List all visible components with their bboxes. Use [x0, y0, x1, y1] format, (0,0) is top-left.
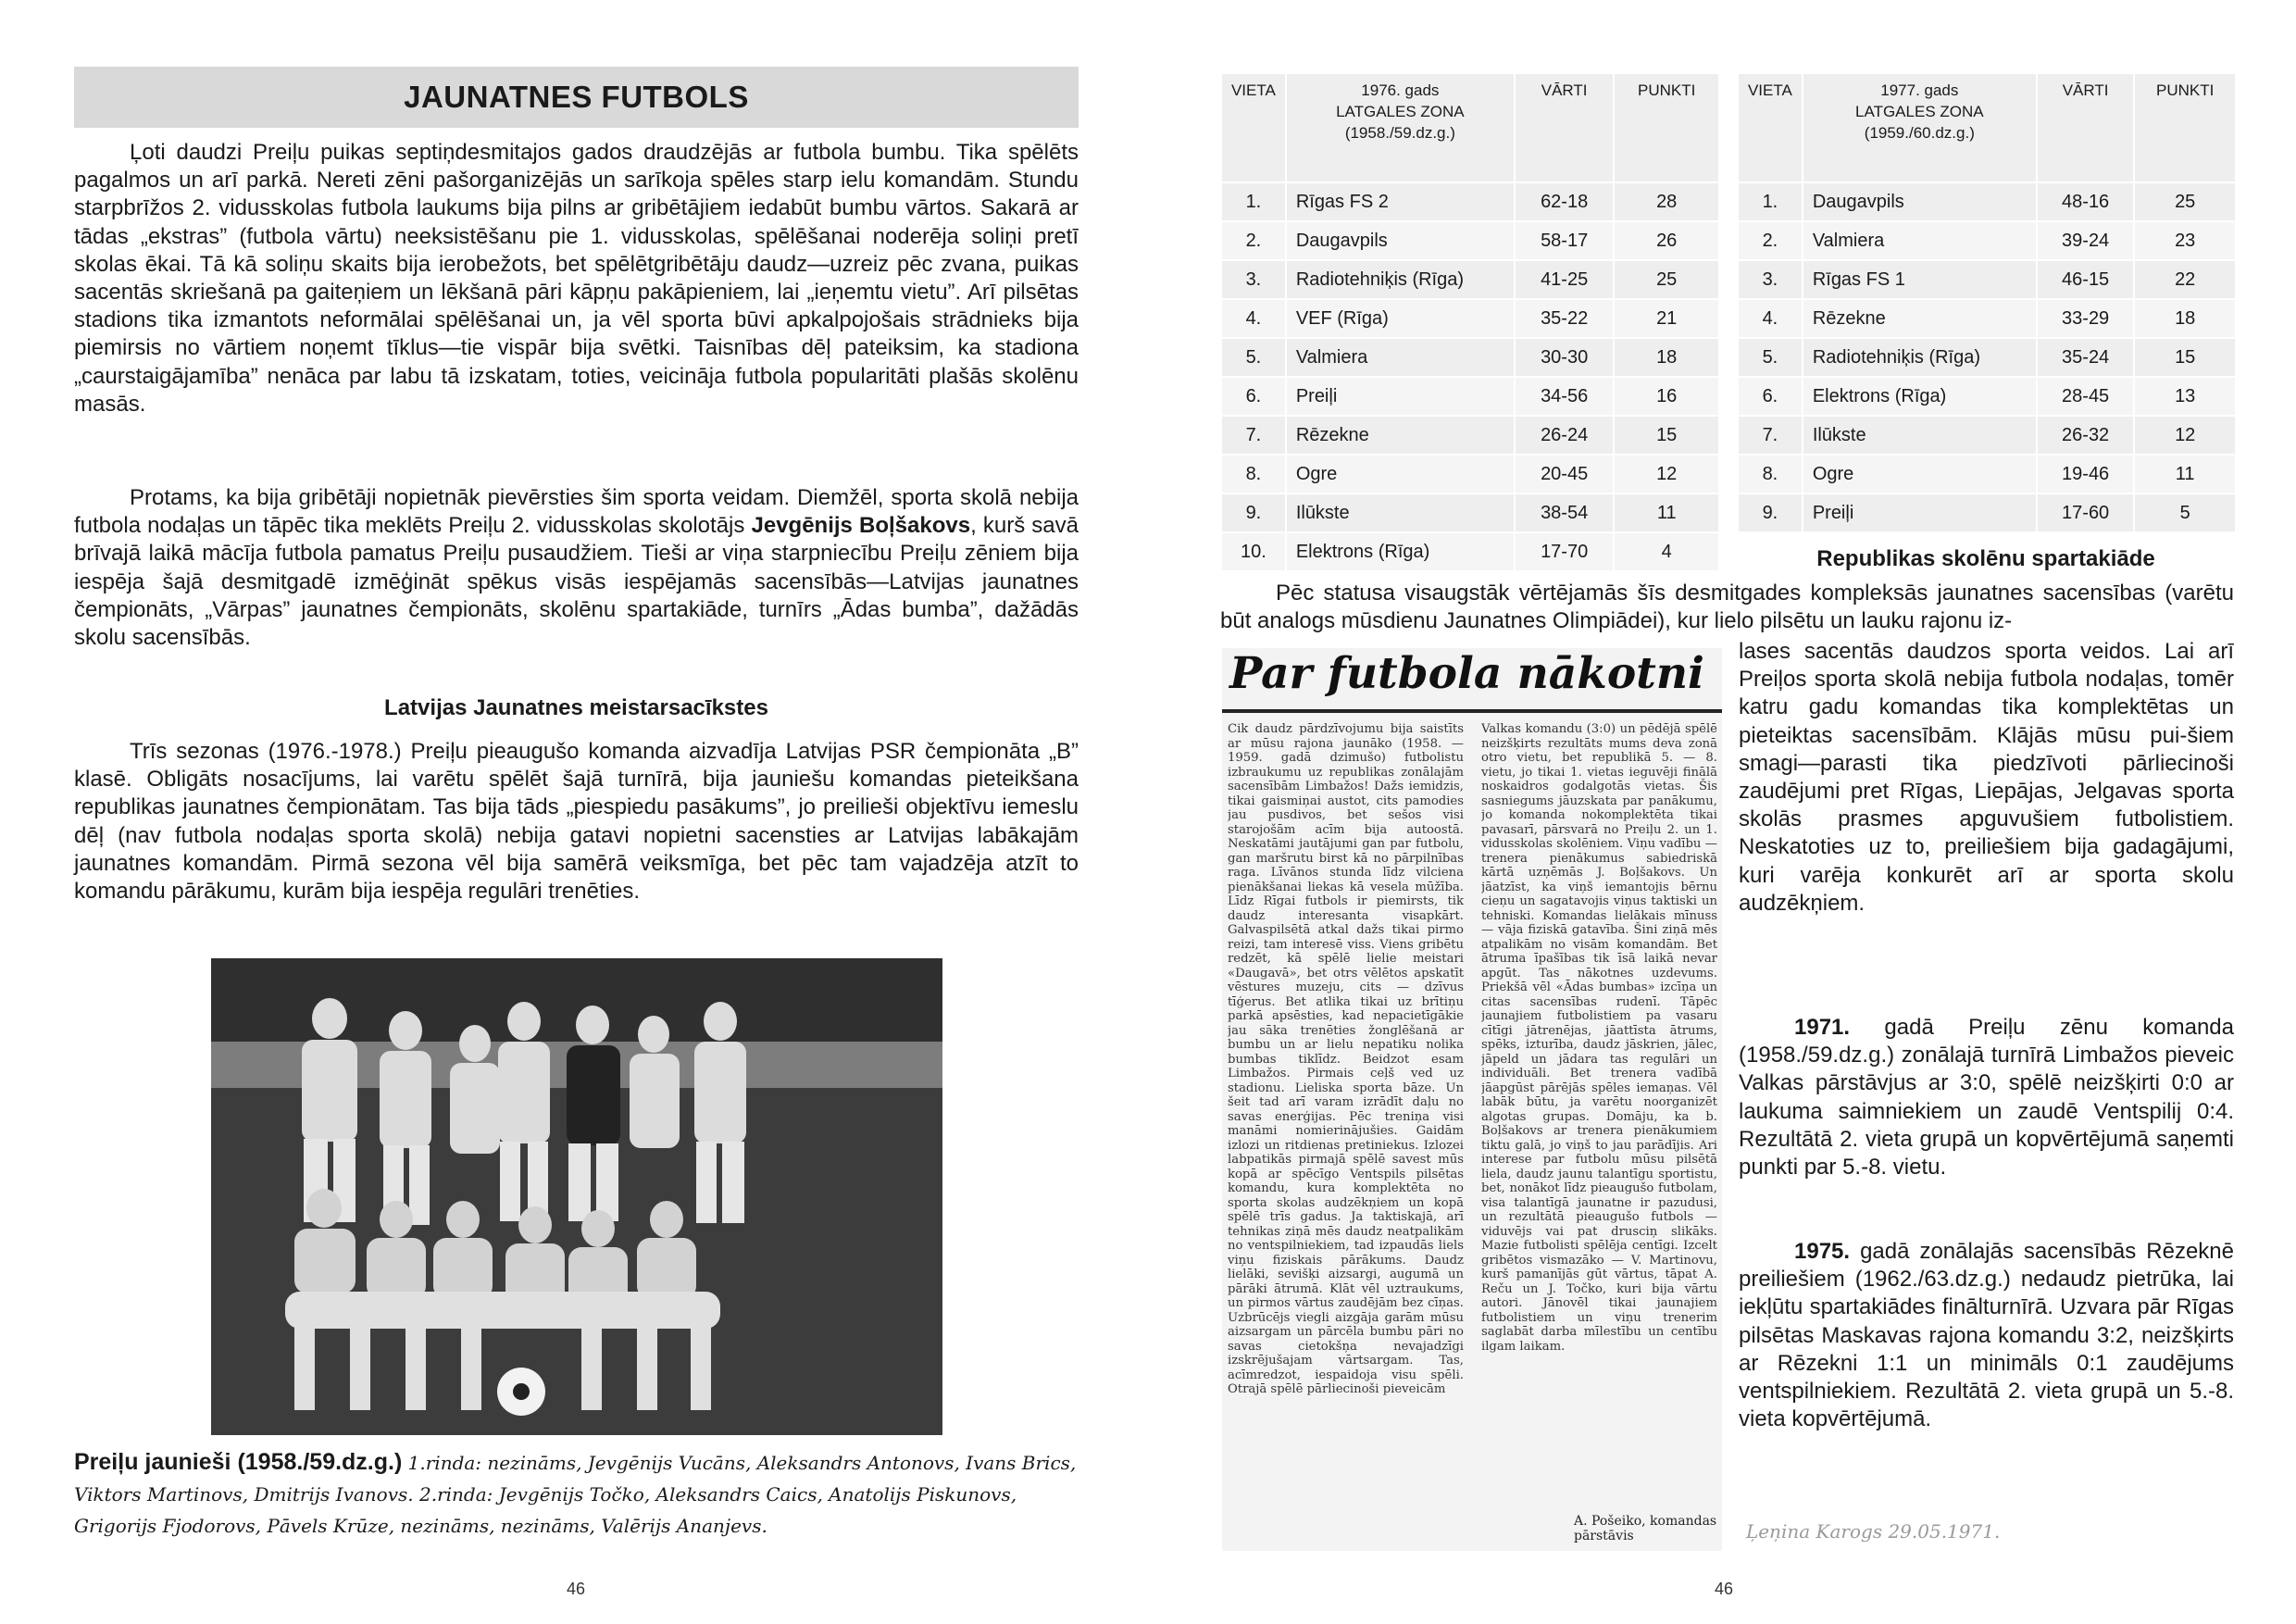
table-row	[1221, 182, 1719, 221]
page-number-right: 46	[1715, 1580, 1734, 1598]
table-row	[1738, 221, 2236, 260]
table-row	[1221, 260, 1719, 299]
cell-place: 1.	[1221, 182, 1286, 221]
table-1976	[1220, 72, 1720, 572]
table-row	[1738, 455, 2236, 493]
cell-place: 5.	[1738, 338, 1803, 377]
table-row	[1738, 493, 2236, 532]
cell-points: 18	[2134, 299, 2236, 338]
cell-team: Valmiera	[1286, 338, 1515, 377]
cell-place: 7.	[1221, 416, 1286, 455]
clipping-headline: Par futbola nākotni	[1229, 648, 1704, 699]
newspaper-clipping	[1222, 648, 1722, 1551]
cell-goals: 33-29	[2037, 299, 2135, 338]
table-row	[1738, 299, 2236, 338]
table-row	[1738, 377, 2236, 416]
year-1971: 1971.	[1794, 1015, 1851, 1040]
cell-place: 3.	[1738, 260, 1803, 299]
cell-goals: 17-70	[1515, 532, 1615, 571]
t1977-head-points: PUNKTI	[2134, 73, 2236, 182]
cell-team: Preiļi	[1803, 493, 2037, 532]
t1976-head-points: PUNKTI	[1614, 73, 1719, 182]
subhead-spartakiade: Republikas skolēnu spartakiāde	[1816, 546, 2155, 571]
t1976-body	[1221, 182, 1719, 571]
cell-points: 11	[2134, 455, 2236, 493]
cell-place: 6.	[1738, 377, 1803, 416]
cell-place: 9.	[1738, 493, 1803, 532]
table-row	[1738, 260, 2236, 299]
t1977-title-1: 1977. gads	[1880, 81, 1959, 99]
table-row	[1221, 532, 1719, 571]
t1977-body	[1738, 182, 2236, 532]
t1977-head-goals: VĀRTI	[2037, 73, 2135, 182]
cell-place: 4.	[1738, 299, 1803, 338]
title-bar	[74, 67, 1079, 128]
paragraph-1971-text: gadā Preiļu zēnu komanda (1958./59.dz.g.) zonālajā turnīrā Limbažos pieveic Valkas pārstāvjus ar 3:0, spēlē neizšķirti 0:0 ar laukuma saimniekiem un zaudē Ventspilij 0:4. Rezultātā 2. vieta grupā un kopvērtējumā saņemti punkti par 5.-8. vietu.	[1739, 1015, 2234, 1181]
t1977-title-2: LATGALES ZONA	[1855, 103, 1984, 120]
cell-goals: 34-56	[1515, 377, 1615, 416]
cell-place: 7.	[1738, 416, 1803, 455]
t1976-title-1: 1976. gads	[1361, 81, 1440, 99]
cell-place: 2.	[1738, 221, 1803, 260]
cell-goals: 39-24	[2037, 221, 2135, 260]
t1977-head-title	[1803, 73, 2037, 182]
cell-team: Ogre	[1286, 455, 1515, 493]
cell-points: 15	[2134, 338, 2236, 377]
t1976-title-2: LATGALES ZONA	[1336, 103, 1465, 120]
cell-goals: 62-18	[1515, 182, 1615, 221]
table-row	[1738, 416, 2236, 455]
cell-team: VEF (Rīga)	[1286, 299, 1515, 338]
t1977-head-place: VIETA	[1738, 73, 1803, 182]
clipping-source: Ļeņina Karogs 29.05.1971.	[1746, 1520, 2001, 1543]
table-row	[1221, 416, 1719, 455]
cell-team: Ilūkste	[1803, 416, 2037, 455]
t1976-head-goals: VĀRTI	[1515, 73, 1615, 182]
cell-goals: 20-45	[1515, 455, 1615, 493]
paragraph-1975-text: gadā zonālajās sacensībās Rēzeknē preiliešiem (1962./63.dz.g.) nedaudz pietrūka, lai iekļūtu spartakiādes finālturnīrā. Uzvara pār Rīgas pilsētas Maskavas rajona komandu 3:2, neizšķirts ar Rēzekni 1:1 un minimāls 0:1 zaudējums ventspilniekiem. Rezultātā 2. vieta grupā un 5.-8. vieta kopvērtējumā.	[1739, 1239, 2234, 1432]
photo-caption	[74, 1446, 1079, 1542]
cell-team: Rēzekne	[1286, 416, 1515, 455]
paragraph-seasons: Trīs sezonas (1976.-1978.) Preiļu pieaugušo komanda aizvadīja Latvijas PSR čempionāta „B” klasē. Obligāts nosacījums, lai varētu spēlēt šajā turnīrā, bija jauniešu komandas pieteikšana republikas jaunatnes čempionātam. Tas bija tāds „piespiedu pasākums”, jo preilieši objektīvu iemeslu dēļ (nav futbola nodaļas sporta skolā) nebija gatavi nopietni sacensties ar Latvijas labākajām jaunatnes komandām. Pirmā sezona vēl bija samērā veiksmīga, bet pēc tam vajadzēja atzīt to komandu pārākumu, kurām bija iespēja regulāri trenēties.	[74, 739, 1079, 905]
cell-points: 13	[2134, 377, 2236, 416]
cell-team: Preiļi	[1286, 377, 1515, 416]
clipping-rule	[1222, 709, 1722, 713]
cell-goals: 26-32	[2037, 416, 2135, 455]
paragraph-1975	[1739, 1238, 2234, 1433]
cell-points: 5	[2134, 493, 2236, 532]
cell-place: 4.	[1221, 299, 1286, 338]
table-1977	[1737, 72, 2237, 533]
cell-points: 21	[1614, 299, 1719, 338]
cell-points: 22	[2134, 260, 2236, 299]
cell-team: Ilūkste	[1286, 493, 1515, 532]
clipping-column-2: Valkas komandu (3:0) un pēdējā spēlē neizšķirts rezultāts mums deva zonā otro vietu, bet republikā 5. — 8. vietu, jo tikai 1. vietas ieguvēji finālā noskaidros godalgotās vietas. Šis sasniegums jāuzskata par panākumu, jo komanda nokomplektēta tikai pavasarī, pārsvarā no Preiļu 2. un 1. vidusskolas skolēniem. Viņu vadību — trenera pienākumus sabiedriskā kārtā uzņēmās J. Boļšakovs. Un jāatzīst, ka viņš iemantojis bērnu cieņu un sagatavojis viņus taktiski un tehniski. Komandas lielākais mīnuss — vāja fiziskā gatavība. Šini ziņā mēs atpalikām no visām komandām. Bet ātruma īpašības tik īsā laikā nevar apgūt. Tas nākotnes uzdevums. Priekšā vēl «Ādas bumbas» izcīņa un citas sacensības rudenī. Tāpēc jaunajiem futbolistiem pa vasaru cītīgi jātrenējas, jāattīsta ātrums, spēks, izturība, daudz jāskrien, jālec, jāpeld un jādara tas regulāri un individuāli. Bet trenera vadībā jāapgūst pārējās spēles iemaņas. Vēl labāk būtu, ja varētu noorganizēt algotas grupas. Domāju, ka b. Boļšakovs ar trenera pienākumiem tiktu galā, jo viņš to jau parādījis. Ari interese par futbolu mūsu pilsētā liela, daudz jaunu talantīgu sportistu, bet, nonākot līdz pieaugušo futbolam, visa talantīgā jaunatne ir pazudusi, un rezultātā pieaugušo futbols — viduvējs vai pat drusciņ slikāks. Mazie futbolisti spēlēja centīgi. Izcelt gribētos vismazāko — V. Martinovu, kurš pamanījās gūt vārtus, tāpat A. Reču un J. Točko, kuri bija vārtu autori. Jānovēl tikai jaunajiem futbolistiem un viņu trenerim saglabāt darba mīlestību un centību ilgam laikam.	[1481, 722, 1717, 1354]
cell-points: 12	[2134, 416, 2236, 455]
cell-points: 12	[1614, 455, 1719, 493]
t1976-head-place: VIETA	[1221, 73, 1286, 182]
cell-goals: 19-46	[2037, 455, 2135, 493]
coach-name: Jevgēnijs Boļšakovs	[751, 513, 971, 539]
cell-points: 25	[1614, 260, 1719, 299]
table-row	[1221, 377, 1719, 416]
cell-place: 10.	[1221, 532, 1286, 571]
cell-team: Ogre	[1803, 455, 2037, 493]
cell-goals: 30-30	[1515, 338, 1615, 377]
cell-goals: 46-15	[2037, 260, 2135, 299]
year-1975: 1975.	[1794, 1239, 1851, 1264]
cell-points: 11	[1614, 493, 1719, 532]
cell-goals: 35-24	[2037, 338, 2135, 377]
cell-points: 28	[1614, 182, 1719, 221]
cell-goals: 41-25	[1515, 260, 1615, 299]
paragraph-spartakiade-top: Pēc statusa visaugstāk vērtējamās šīs desmitgades kompleksās jaunatnes sacensības (varētu būt analogs mūsdienu Jaunatnes Olimpiādei), kur lielo pilsētu un lauku rajonu iz-	[1220, 581, 2234, 634]
cell-goals: 35-22	[1515, 299, 1615, 338]
cell-goals: 48-16	[2037, 182, 2135, 221]
table-row	[1221, 455, 1719, 493]
cell-points: 18	[1614, 338, 1719, 377]
table-row	[1738, 338, 2236, 377]
cell-points: 26	[1614, 221, 1719, 260]
paragraph-coach-b: , kurš savā brīvajā laikā mācīja futbola pamatus Preiļu pusaudžiem. Tieši ar viņa starpniecību Preiļu zēniem bija iespēja šajā desmitgadē izmēģināt spēkus visās iespējamās sacensībās—Latvijas jaunatnes čempionāts, „Vārpas” jaunatnes čempionāts, skolēnu spartakiāde, turnīrs „Ādas bumba”, dažādās skolu sacensībās.	[74, 513, 1079, 651]
cell-goals: 28-45	[2037, 377, 2135, 416]
cell-place: 8.	[1738, 455, 1803, 493]
cell-goals: 38-54	[1515, 493, 1615, 532]
cell-team: Rēzekne	[1803, 299, 2037, 338]
cell-points: 16	[1614, 377, 1719, 416]
table-row	[1221, 338, 1719, 377]
paragraph-coach-a: Protams, ka bija gribētāji nopietnāk pievērsties šim sporta veidam. Diemžēl, sporta skolā nebija futbola nodaļas un tāpēc tika meklēts Preiļu 2. vidusskolas skolotājs	[74, 485, 1079, 539]
table-row	[1221, 299, 1719, 338]
cell-team: Valmiera	[1803, 221, 2037, 260]
caption-names: 1.rinda: nezināms, Jevgēnijs Vucāns, Aleksandrs Antonovs, Ivans Brics, Viktors Martinovs, Dmitrijs Ivanovs. 2.rinda: Jevgēnijs Točko, Aleksandrs Caics, Anatolijs Piskunovs, Grigorijs Fjodorovs, Pāvels Krūze, nezināms, nezināms, Valērijs Ananjevs.	[74, 1452, 1077, 1537]
cell-goals: 26-24	[1515, 416, 1615, 455]
cell-points: 4	[1614, 532, 1719, 571]
cell-team: Rīgas FS 1	[1803, 260, 2037, 299]
clipping-signature: A. Pošeiko, komandas pārstāvis	[1574, 1514, 1717, 1543]
cell-team: Radiotehniķis (Rīga)	[1803, 338, 2037, 377]
cell-place: 5.	[1221, 338, 1286, 377]
team-photo	[211, 958, 942, 1435]
table-row	[1221, 221, 1719, 260]
cell-place: 3.	[1221, 260, 1286, 299]
cell-place: 2.	[1221, 221, 1286, 260]
cell-place: 9.	[1221, 493, 1286, 532]
page-title: JAUNATNES FUTBOLS	[404, 80, 749, 114]
page-number-left: 46	[567, 1580, 586, 1598]
cell-place: 8.	[1221, 455, 1286, 493]
cell-place: 1.	[1738, 182, 1803, 221]
cell-team: Daugavpils	[1286, 221, 1515, 260]
cell-team: Radiotehniķis (Rīga)	[1286, 260, 1515, 299]
t1976-title-3: (1958./59.dz.g.)	[1344, 124, 1455, 142]
cell-goals: 17-60	[2037, 493, 2135, 532]
paragraph-spartakiade-rest: lases sacentās daudzos sporta veidos. Lai arī Preiļos sporta skolā nebija futbola nodaļas, tomēr katru gadu komandas tika komplektētas un pieteiktas sacensībām. Klājās mūsu pui-šiem smagi—parasti tika piedzīvoti pārliecinoši zaudējumi pret Rīgas, Liepājas, Jelgavas sporta skolās prasmes apguvušiem futbolistiem. Neskatoties uz to, preiliešiem bija gadagājumi, kuri varēja konkurēt arī ar sporta skolu audzēkņiem.	[1739, 639, 2234, 916]
paragraph-intro: Ļoti daudzi Preiļu puikas septiņdesmitajos gados draudzējās ar futbola bumbu. Tika spēlēts pagalmos un arī parkā. Nereti zēni pašorganizējās un sarīkoja spēles starp ielu komandām. Stundu starpbrīžos 2. vidusskolas futbola laukums bija pilns ar gribētājiem iedabūt bumbu vārtos. Sakarā ar tādas „ekstras” (futbola vārtu) neeksistēšanu pie 1. vidusskolas, spēlēšanai noderēja soliņi pretī skolas ēkai. Tā kā soliņu skaits bija ierobežots, bet spēlētgribētāju daudz—uzreiz pēc zvana, puikas sacentās skriešanā pa gaiteņiem un lēkšanā pāri kāpņu pakāpieniem, lai „ieņemtu vietu”. Arī pilsētas stadions tika izmantots neformālai spēlēšanai un, ja vēl sporta būvi apkalpojošais strādnieks bija piemirsis no vārtiem noņemt tīklus—tie vispār bija svētki. Taisnības dēļ pateiksim, ka stadiona „caurstaigājamība” nenāca par labu tā izskatam, toties, veicināja futbola popularitāti plašās skolēnu masās.	[74, 140, 1079, 417]
table-row	[1221, 493, 1719, 532]
caption-title: Preiļu jaunieši (1958./59.dz.g.)	[74, 1449, 403, 1475]
cell-points: 15	[1614, 416, 1719, 455]
cell-goals: 58-17	[1515, 221, 1615, 260]
cell-team: Elektrons (Rīga)	[1286, 532, 1515, 571]
cell-place: 6.	[1221, 377, 1286, 416]
cell-points: 23	[2134, 221, 2236, 260]
t1976-head-title	[1286, 73, 1515, 182]
cell-points: 25	[2134, 182, 2236, 221]
cell-team: Rīgas FS 2	[1286, 182, 1515, 221]
subhead-championship: Latvijas Jaunatnes meistarsacīkstes	[384, 695, 768, 720]
paragraph-coach	[74, 484, 1079, 652]
table-row	[1738, 182, 2236, 221]
cell-team: Elektrons (Rīga)	[1803, 377, 2037, 416]
cell-team: Daugavpils	[1803, 182, 2037, 221]
team-photo-drawing	[211, 958, 942, 1435]
paragraph-1971	[1739, 1014, 2234, 1181]
clipping-column-1: Cik daudz pārdzīvojumu bija saistīts ar mūsu rajona jaunāko (1958. — 1959. gadā dzimušo) futbolistu izbraukumu uz republikas zonālajām sacensībām Limbažos! Dažs iemidzis, tikai gaismiņai austot, cits pamodies jau pusdivos, bet sešos visi starojošām acīm bija autoostā. Neskatāmi jautājumi gan par futbolu, gan maršrutu birst kā no pārpilnības raga. Līvānos stunda līdz vilciena pienākšanai liekas kā vesela mūžība. Līdz Rīgai futbols ir piemirsts, tik daudz interesanta visapkārt. Galvaspilsētā atkal dažs tikai pirmo reizi, tam interesē viss. Viens gribētu redzēt, kā spēlē lielie meistari «Daugavā», bet otrs vēlētos apskatīt vēstures muzeju, cits — dzīvus tīģerus. Bet atlika tikai uz brītiņu parkā apsēsties, kad nepacietīgākie jau sāka trenēties žonglēšanā ar bumbu un ar lielu nepatiku nolika bumbas tiklīdz. Beidzot esam Limbažos. Pirmais ceļš ved uz stadionu. Lieliska sporta bāze. Un šeit tad arī varam izrādīt daļu no savas enerģijas. Pēc treniņa visi manāmi nomierinājušies. Gaidām izlozi un ritdienas pretiniekus. Izlozei labpatikās pirmajā spēlē savest mūs kopā ar spēcīgo Ventspils pilsētas komandu, kura komplektēta no sporta skolas audzēkņiem un kopā spēlē trīs gadus. Ja taktiskajā, arī tehnikas ziņā mēs daudz neatpalikām no ventspilniekiem, tad izpaudās liels viņu fiziskais pārākums. Daudz lielāki, sevišķi aizsargi, augumā un pārāki ātrumā. Klāt vēl uztraukums, un pirmos vārtus zaudējām bez cīņas. Uzbrūcējs viegli aizgāja garām mūsu aizsargam un pārcēla bumbu pāri no savas cietokšņa nevajadzīgi izskrējušajam vārtsargam. Tas, acīmredzot, iespaidoja visu spēli. Otrajā spēlē pārliecinoši pieveicām	[1228, 722, 1464, 1396]
t1977-title-3: (1959./60.dz.g.)	[1864, 124, 1975, 142]
